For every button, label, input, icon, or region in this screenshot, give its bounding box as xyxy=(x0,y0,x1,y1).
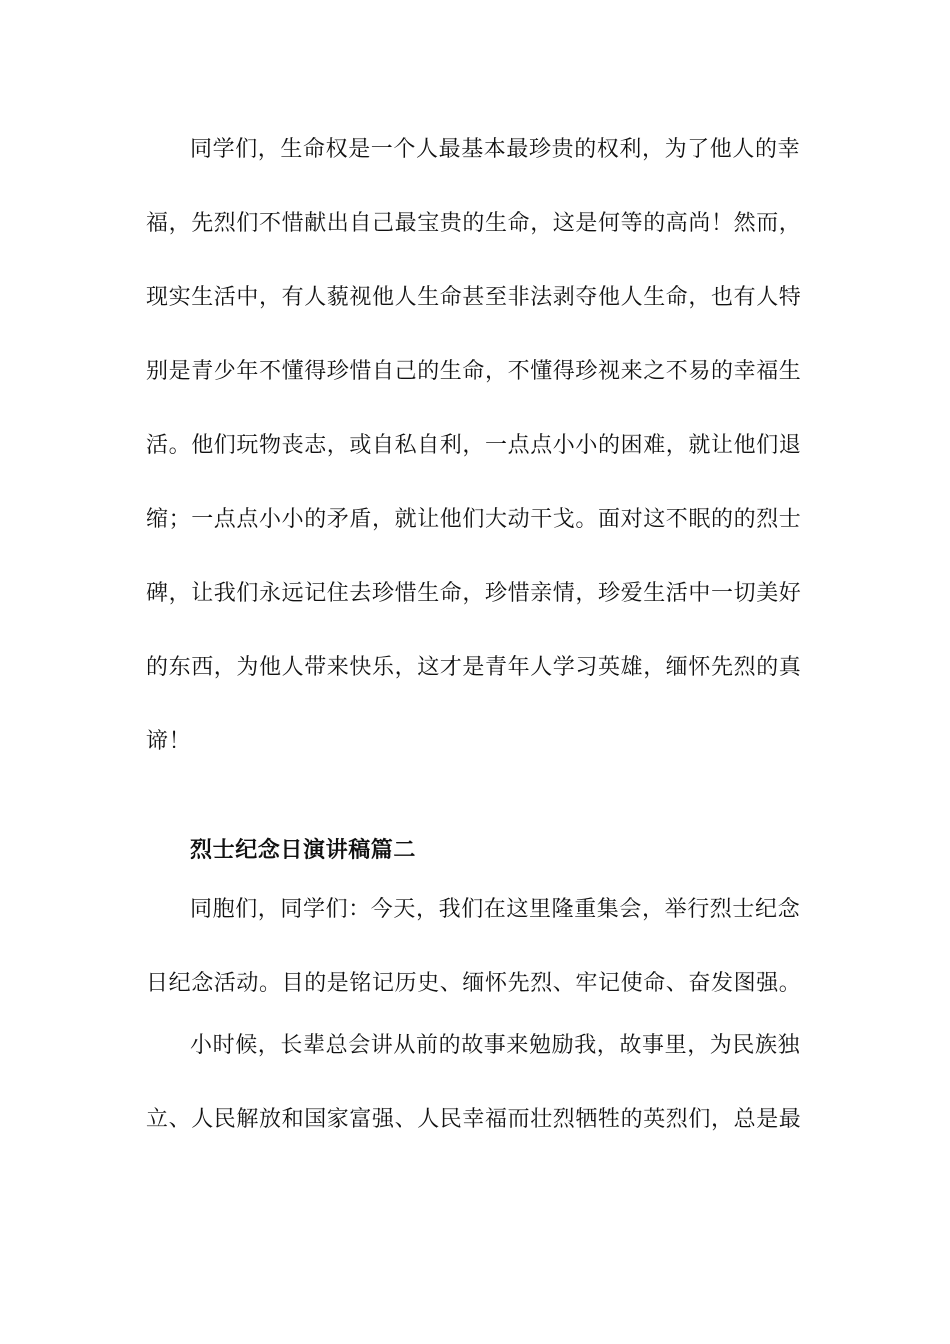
text-line: 的东西，为他人带来快乐，这才是青年人学习英雄，缅怀先烈的真 xyxy=(146,655,802,680)
paragraph-2 xyxy=(146,896,802,998)
text-line: 同学们，生命权是一个人最基本最珍贵的权利，为了他人的幸 xyxy=(190,137,801,162)
text-line: 小时候，长辈总会讲从前的故事来勉励我，故事里，为民族独 xyxy=(190,1033,801,1058)
text-line: 谛！ xyxy=(146,729,192,754)
text-line: 日纪念活动。目的是铭记历史、缅怀先烈、牢记使命、奋发图强。 xyxy=(146,971,802,996)
text-line: 立、人民解放和国家富强、人民幸福而壮烈牺牲的英烈们，总是最 xyxy=(146,1107,802,1132)
paragraph-1 xyxy=(146,136,802,756)
text-line: 碑，让我们永远记住去珍惜生命，珍惜亲情，珍爱生活中一切美好 xyxy=(146,581,802,606)
text-line: 活。他们玩物丧志，或自私自利，一点点小小的困难，就让他们退 xyxy=(146,433,802,458)
text-line: 现实生活中，有人藐视他人生命甚至非法剥夺他人生命，也有人特 xyxy=(146,285,802,310)
paragraph-3 xyxy=(146,1032,802,1134)
text-line: 福，先烈们不惜献出自己最宝贵的生命，这是何等的高尚！然而， xyxy=(146,211,802,236)
text-line: 同胞们，同学们：今天，我们在这里隆重集会，举行烈士纪念 xyxy=(190,897,801,922)
section-heading: 烈士纪念日演讲稿篇二 xyxy=(190,837,417,863)
text-line: 缩；一点点小小的矛盾，就让他们大动干戈。面对这不眠的的烈士 xyxy=(146,507,802,532)
text-line: 别是青少年不懂得珍惜自己的生命，不懂得珍视来之不易的幸福生 xyxy=(146,359,802,384)
